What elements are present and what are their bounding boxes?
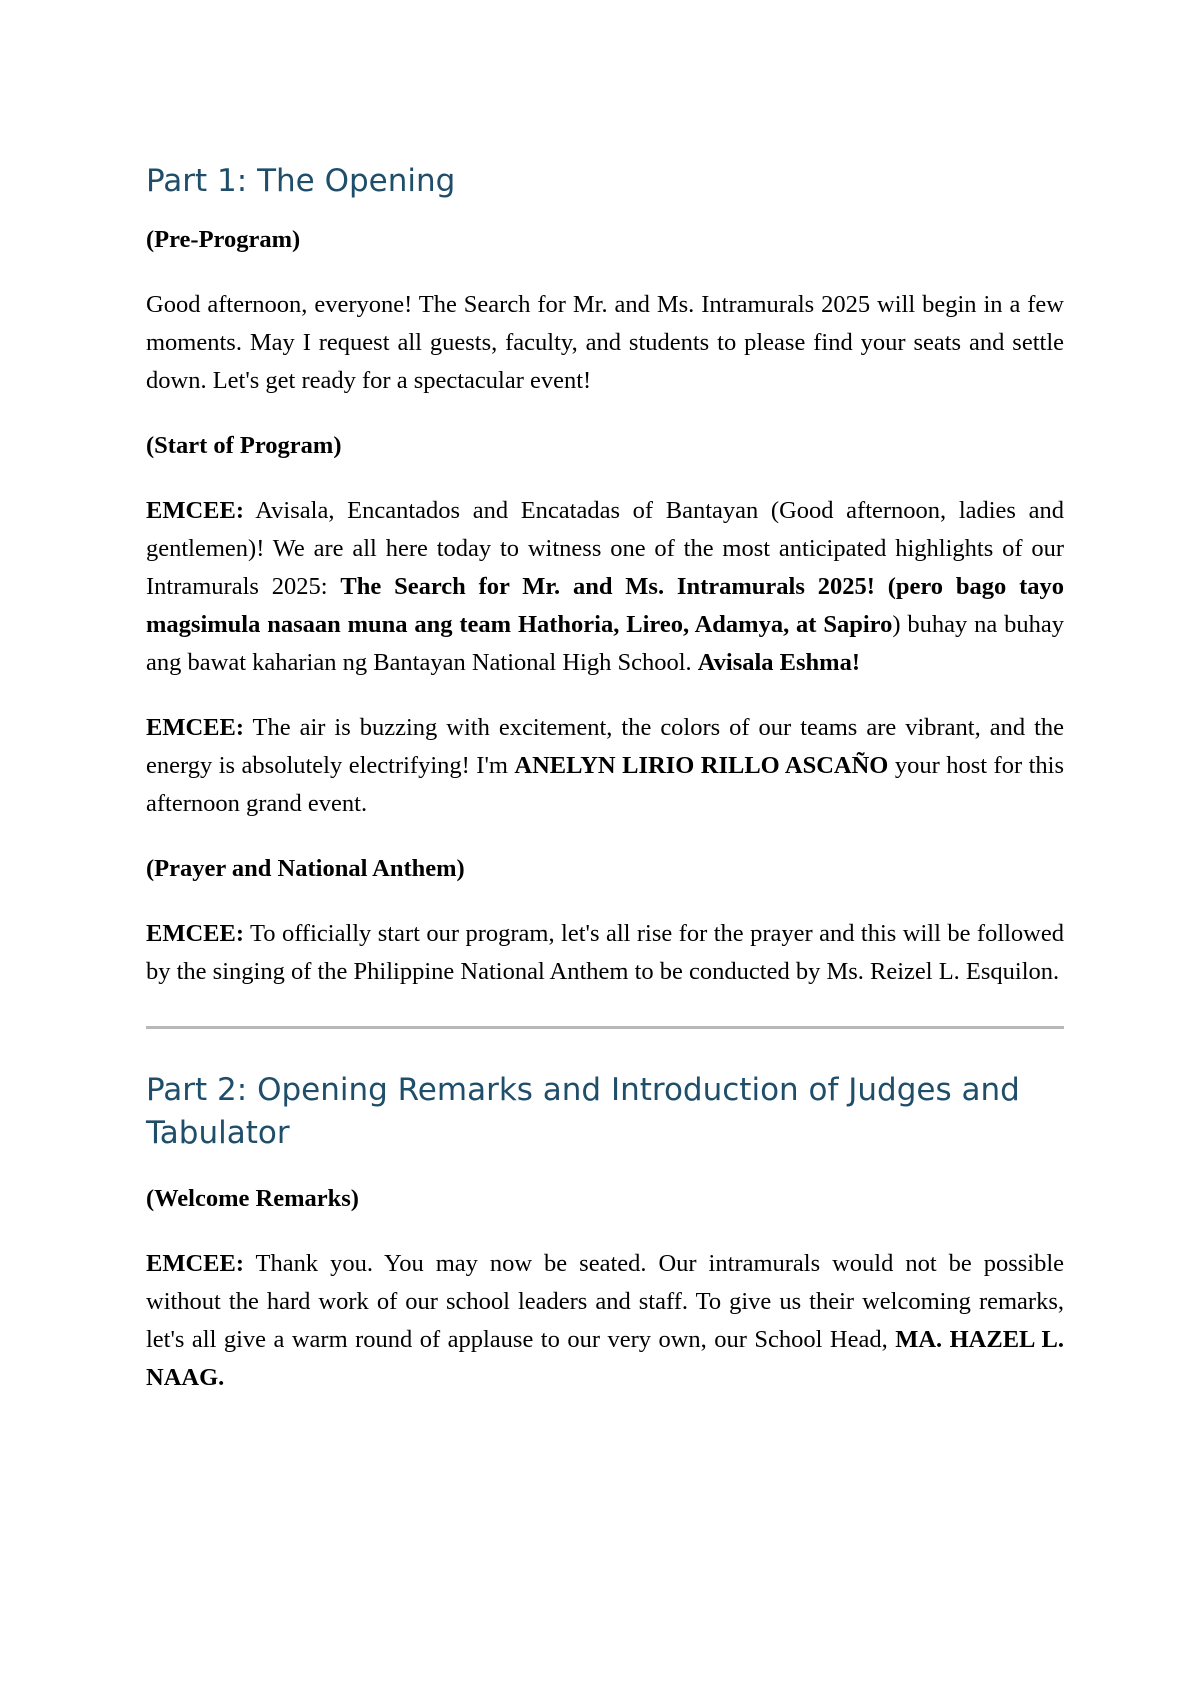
opening-text-a: Avisala, Encantados and Encatadas of Bantayan (Good afternoon, ladies and gentlemen)! We are all here today to witness one of the most anticipated highlights of our Intramurals 2025:	[146, 497, 1064, 600]
opening-emcee-paragraph	[146, 492, 1064, 682]
welcome-text: Thank you. You may now be seated. Our intramurals would not be possible without the hard work of our school leaders and staff. To give us their welcoming remarks, let's all give a warm round of applause to our very own, our School Head,	[146, 1250, 1064, 1353]
pre-program-paragraph: Good afternoon, everyone! The Search for Mr. and Ms. Intramurals 2025 will begin in a few moments. May I request all guests, faculty, and students to please find your seats and settle down. Let's get ready for a spectacular event!	[146, 291, 1064, 394]
emcee-label: EMCEE:	[146, 1250, 244, 1277]
opening-text-b: ) buhay na buhay ang bawat kaharian ng Bantayan National High School.	[146, 611, 1064, 676]
host-text-b: your host for this afternoon grand event.	[146, 752, 1065, 817]
host-name: ANELYN LIRIO RILLO ASCAÑO	[514, 752, 889, 779]
prayer-text: To officially start our program, let's all rise for the prayer and this will be followed by the singing of the Philippine National Anthem to be conducted by Ms. Reizel L. Esquilon.	[146, 920, 1064, 985]
welcome-paragraph	[146, 1245, 1064, 1397]
opening-bold-b: Avisala Eshma!	[697, 649, 860, 676]
part2-heading: Part 2: Opening Remarks and Introduction of Judges and Tabulator	[146, 1072, 1020, 1151]
opening-bold-a: The Search for Mr. and Ms. Intramurals 2025! (pero bago tayo magsimula nasaan muna ang team Hathoria, Lireo, Adamya, at Sapiro	[146, 573, 1064, 638]
part1-heading: Part 1: The Opening	[146, 163, 456, 199]
emcee-label: EMCEE:	[146, 920, 244, 947]
pre-program-label: (Pre-Program)	[146, 226, 301, 253]
section-divider	[146, 1026, 1064, 1029]
emcee-label: EMCEE:	[146, 497, 244, 524]
host-text-a: The air is buzzing with excitement, the colors of our teams are vibrant, and the energy is absolutely electrifying! I'm	[146, 714, 1064, 779]
document-page	[146, 0, 1064, 1397]
prayer-anthem-label: (Prayer and National Anthem)	[146, 855, 465, 882]
school-head-name: MA. HAZEL L. NAAG.	[146, 1326, 1064, 1391]
emcee-label: EMCEE:	[146, 714, 244, 741]
start-of-program-label: (Start of Program)	[146, 432, 342, 459]
welcome-remarks-label: (Welcome Remarks)	[146, 1185, 359, 1212]
host-intro-paragraph	[146, 709, 1064, 823]
prayer-paragraph	[146, 915, 1064, 991]
